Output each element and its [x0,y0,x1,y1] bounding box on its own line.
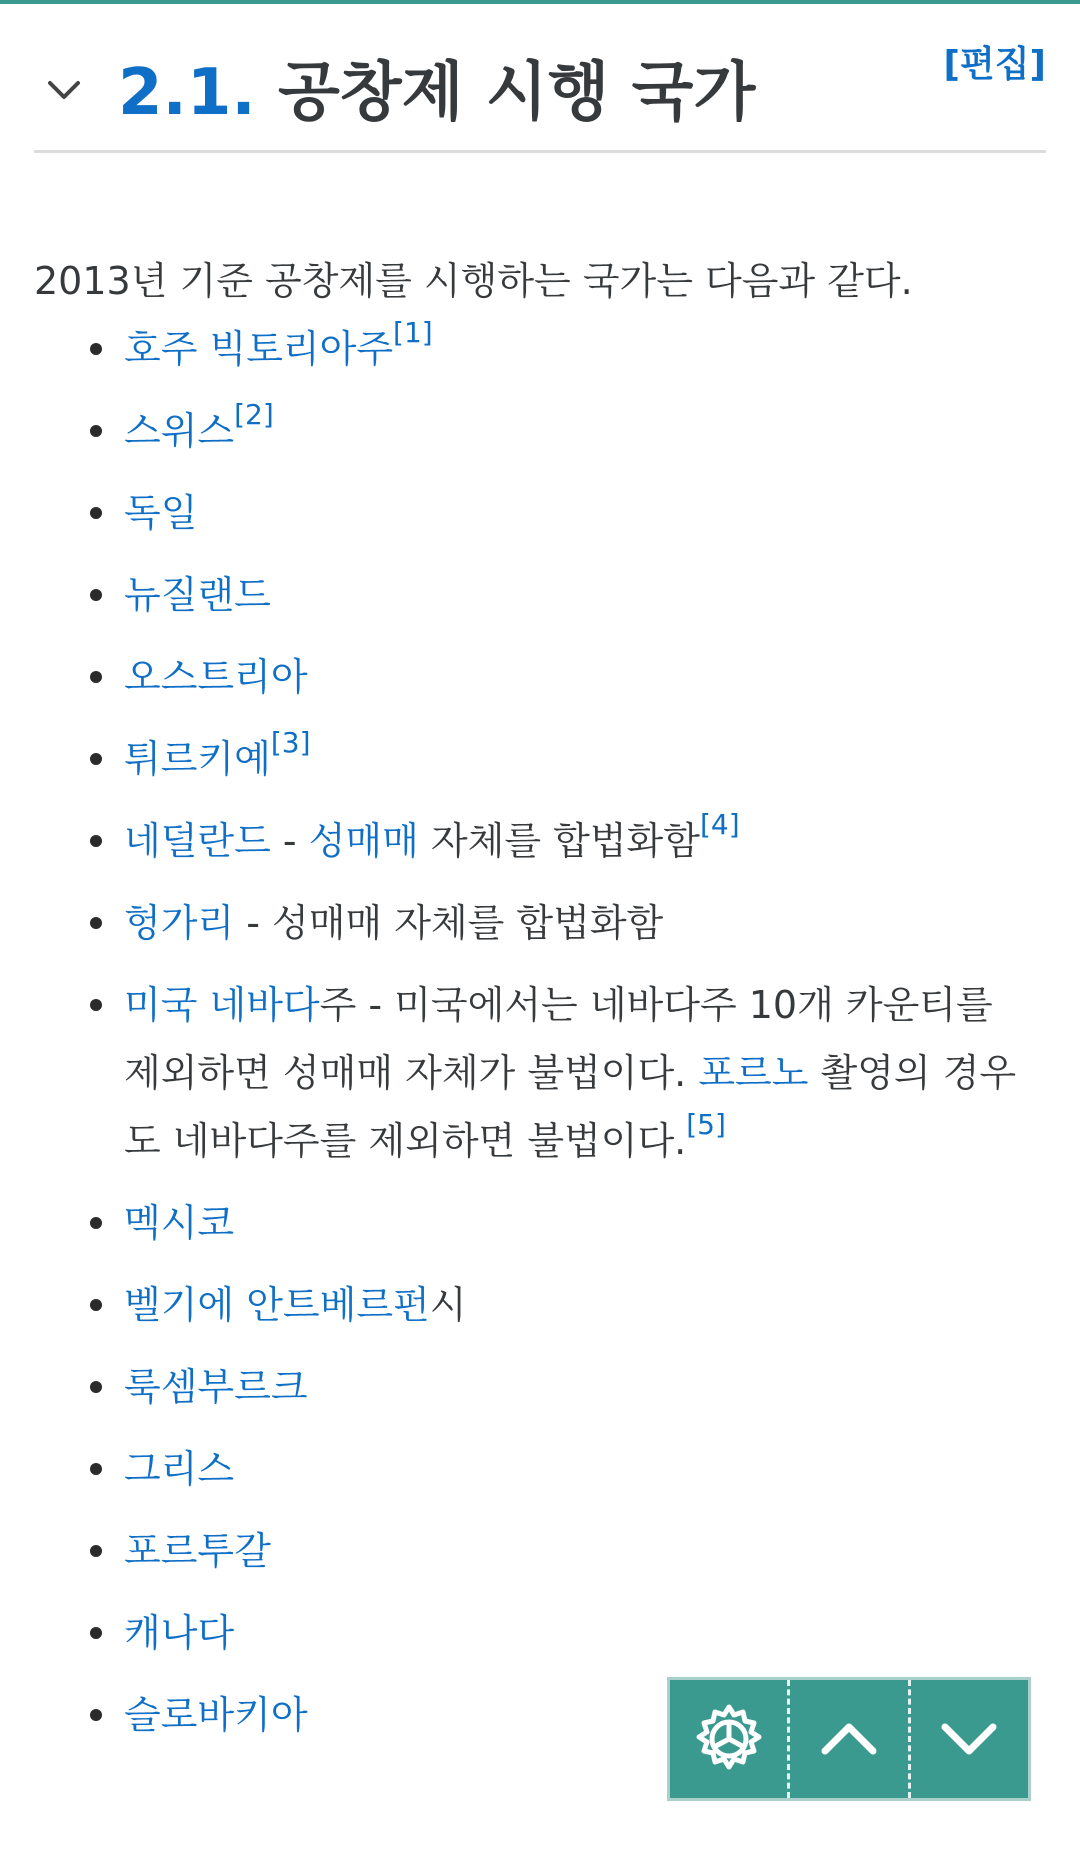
bullet [90,589,102,601]
bullet [90,1463,102,1475]
footnote-ref[interactable]: [5] [686,1108,726,1142]
list-item [34,397,1046,465]
chevron-up-icon [817,1707,881,1771]
country-link[interactable]: 독일 [124,491,198,535]
country-link[interactable]: 미국 네바다 [124,983,320,1027]
item-text: 시 [429,1283,467,1327]
item-text: 주 - 미국에서는 네바다주 10개 카운티를 제외하면 성매매 자체가 불법이다. [124,983,993,1095]
footnote-ref[interactable]: [1] [393,316,433,350]
list-item [34,561,1046,629]
section-heading [34,40,1046,150]
country-link[interactable]: 벨기에 안트베르펀 [124,1283,430,1327]
list-item [34,1599,1046,1667]
list-item [34,315,1046,383]
section-title [118,48,755,138]
section-number: 2.1. [118,56,256,130]
floating-toolbar [667,1677,1031,1801]
country-link[interactable]: 네덜란드 [124,819,271,863]
chevron-down-icon [937,1707,1001,1771]
footnote-ref[interactable]: [3] [270,726,311,760]
bullet [90,835,102,847]
country-link[interactable]: 헝가리 [124,901,235,945]
footnote-ref[interactable]: [2] [234,398,274,432]
bullet [90,343,102,355]
list-item [34,725,1046,793]
footnote-ref[interactable]: [4] [699,808,740,842]
country-list [34,315,1046,1763]
country-link[interactable]: 포르투갈 [124,1529,271,1573]
gear-icon [691,1701,767,1777]
bullet [90,917,102,929]
list-item [34,1353,1046,1421]
top-accent-bar [0,0,1080,4]
edit-link[interactable]: [편집] [943,44,1046,85]
bullet [90,753,102,765]
country-link[interactable]: 스위스 [124,409,235,453]
intro-paragraph: 2013년 기준 공창제를 시행하는 국가는 다음과 같다. [34,259,913,303]
list-item [34,1271,1046,1339]
country-link[interactable]: 오스트리아 [124,655,308,699]
country-link[interactable]: 캐나다 [124,1611,235,1655]
section-title-text: 공창제 시행 국가 [277,56,756,130]
list-item [34,479,1046,547]
bullet [90,507,102,519]
list-item [34,1517,1046,1585]
bullet [90,1627,102,1639]
list-item [34,1435,1046,1503]
bullet [90,1709,102,1721]
country-link[interactable]: 튀르키예 [124,737,271,781]
topic-link[interactable]: 포르노 [698,1051,809,1095]
country-link[interactable]: 그리스 [124,1447,235,1491]
bullet [90,1381,102,1393]
heading-divider [34,150,1046,153]
list-item [34,889,1046,957]
list-item [34,807,1046,875]
item-text: 자체를 합법화함 [418,819,700,863]
scroll-up-button[interactable] [787,1680,907,1798]
bullet [90,1299,102,1311]
bullet [90,1217,102,1229]
chevron-down-icon[interactable] [44,70,84,110]
scroll-down-button[interactable] [908,1680,1028,1798]
country-link[interactable]: 뉴질랜드 [124,573,271,617]
item-text: - 성매매 자체를 합법화함 [234,901,664,945]
country-link[interactable]: 슬로바키아 [124,1693,308,1737]
list-item [34,643,1046,711]
country-link[interactable]: 멕시코 [124,1201,235,1245]
settings-button[interactable] [670,1680,787,1798]
bullet [90,1545,102,1557]
bullet [90,999,102,1011]
separator-text: - [270,819,309,863]
country-link[interactable]: 호주 빅토리아주 [124,327,394,371]
list-item [34,971,1046,1175]
list-item [34,1189,1046,1257]
item-text-continued: 촬영의 경우도 네바다주를 제외하면 불법이다. [124,1051,1017,1163]
country-link[interactable]: 룩셈부르크 [124,1365,308,1409]
bullet [90,425,102,437]
topic-link[interactable]: 성매매 [308,819,419,863]
bullet [90,671,102,683]
